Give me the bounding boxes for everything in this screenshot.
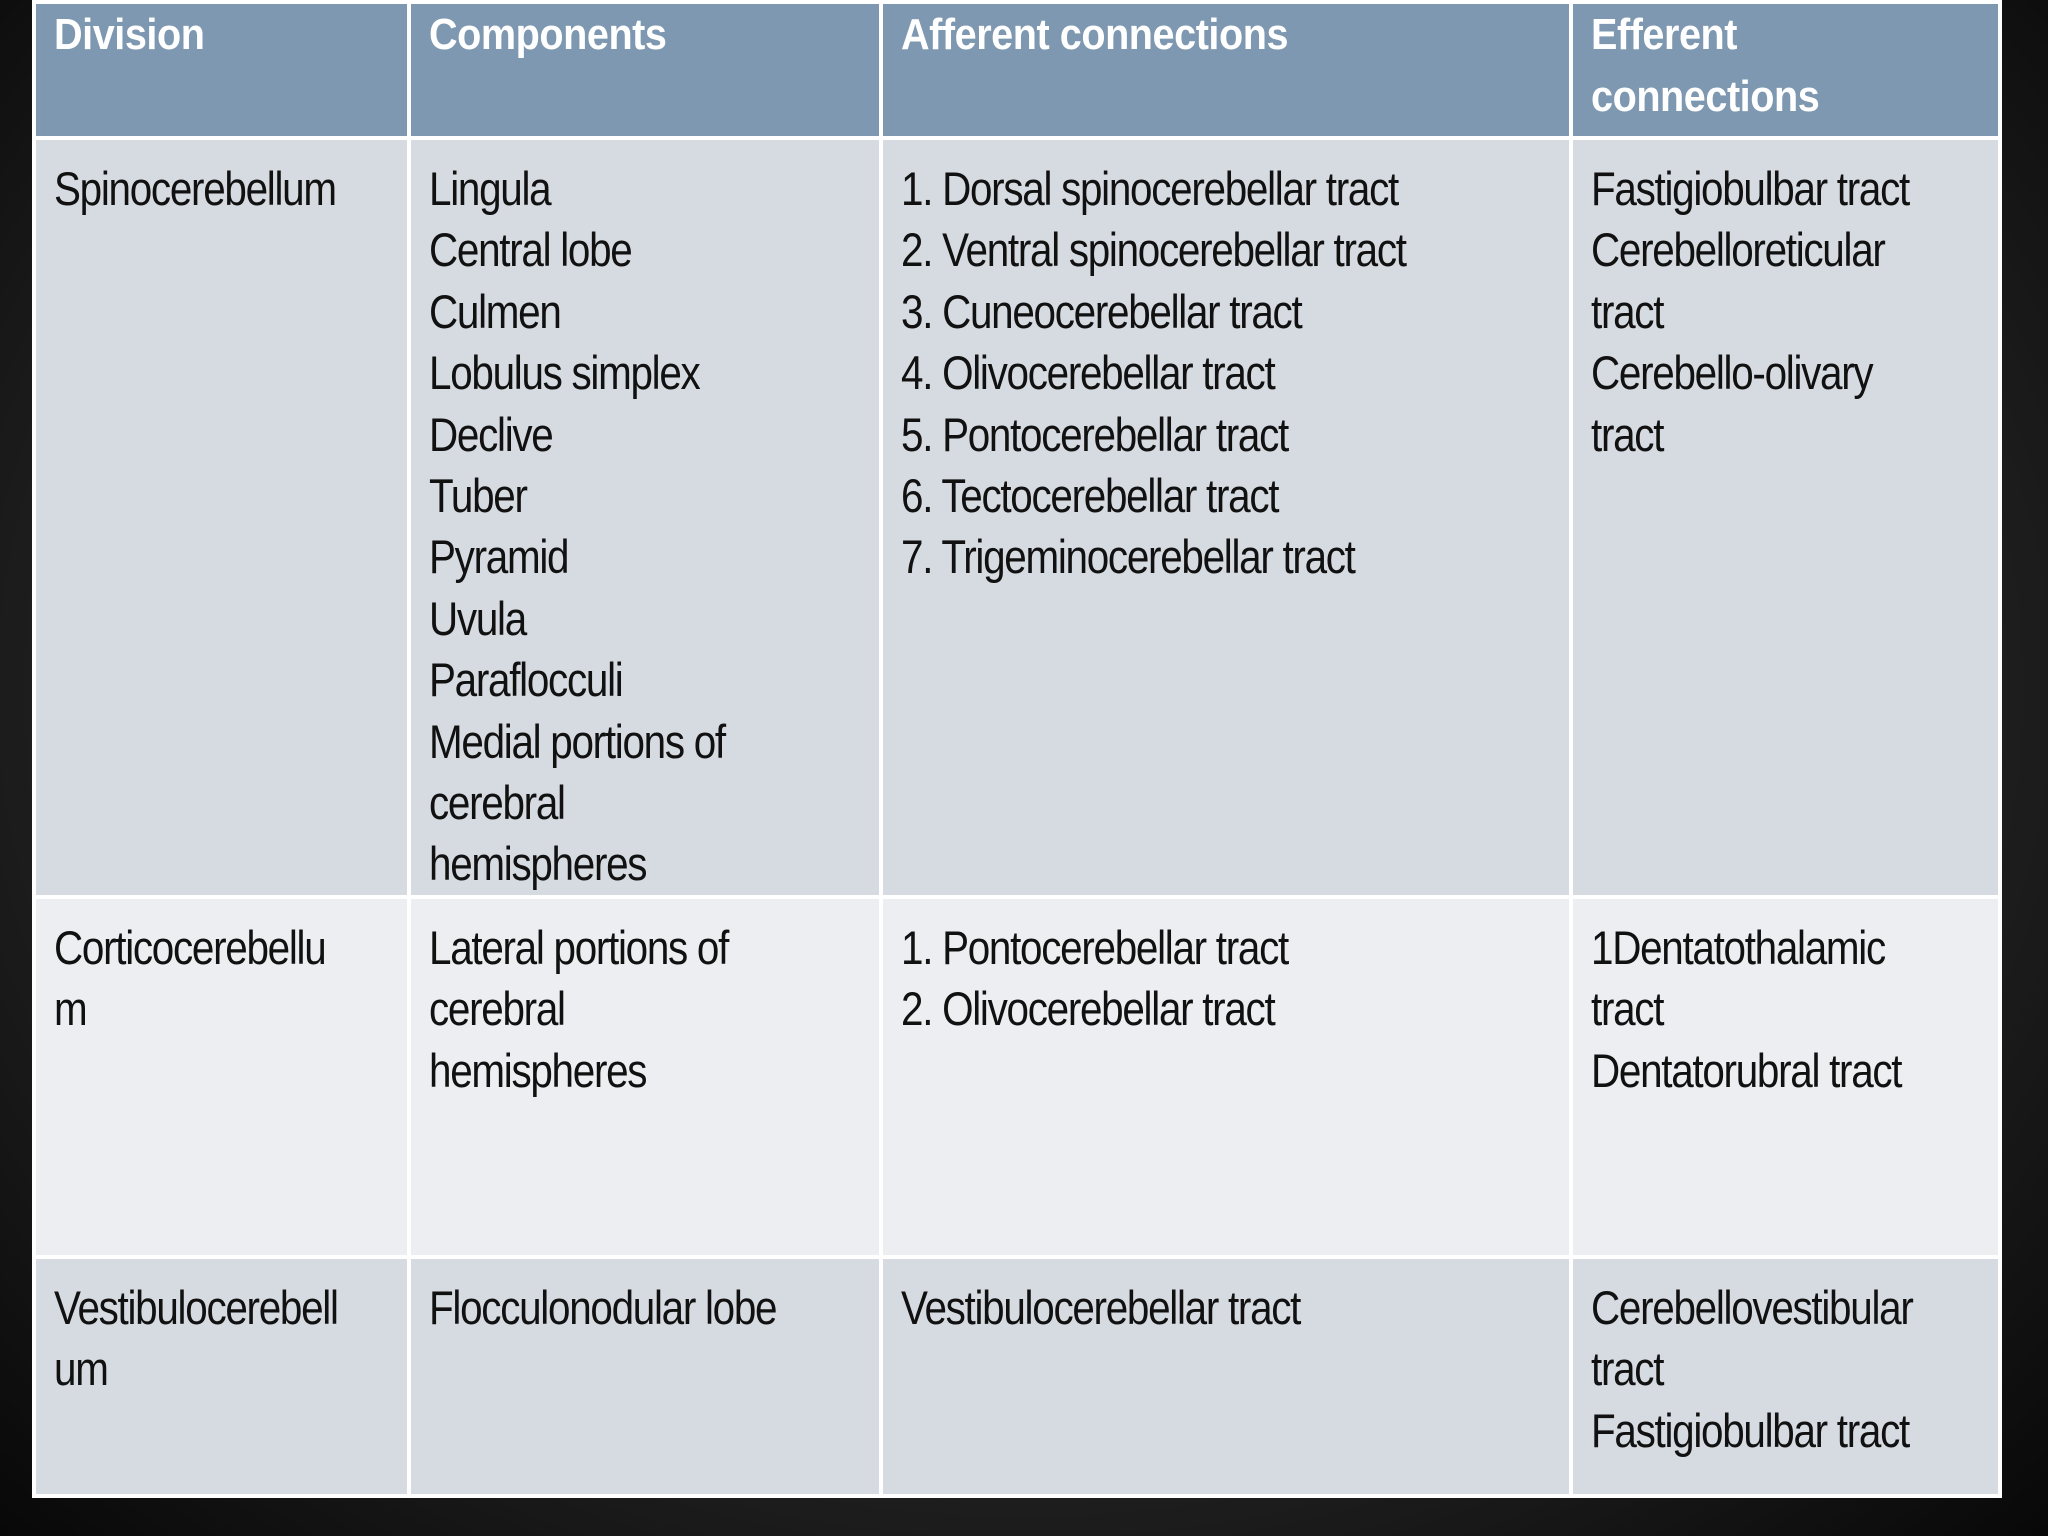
cell-text-line: Pyramid	[429, 530, 569, 584]
header-efferent-connections: Efferent connections	[1571, 2, 2000, 138]
cell-text-line: Dentatorubral tract	[1591, 1043, 1902, 1097]
cell-text-line: 6. Tectocerebellar tract	[901, 469, 1279, 523]
header-afferent-connections: Afferent connections	[881, 2, 1571, 138]
cerebellum-divisions-table	[32, 0, 2002, 1498]
table-row	[34, 897, 2000, 1257]
cell-text-line: Fastigiobulbar tract	[1591, 162, 1909, 215]
cell-text-line: 3. Cuneocerebellar tract	[901, 284, 1302, 338]
cell-text-line: hemispheres	[429, 837, 647, 891]
cell-text-line: 1Dentatothalamic	[1591, 920, 1885, 974]
cell-text-line: Lingula	[429, 162, 551, 215]
cell-efferent	[1571, 897, 2000, 1257]
cell-text-line: cerebral	[429, 982, 565, 1036]
cell-division	[34, 1257, 409, 1496]
cell-components	[409, 1257, 881, 1496]
cell-text-line: Paraflocculi	[429, 653, 623, 707]
cell-text-line: tract	[1591, 407, 1664, 461]
header-components: Components	[409, 2, 881, 138]
cell-text-line: Tuber	[429, 469, 527, 523]
cell-text-line: 2. Ventral spinocerebellar tract	[901, 223, 1406, 277]
cell-afferent	[881, 138, 1571, 897]
cell-text-line: Lobulus simplex	[429, 346, 700, 400]
cell-text-line: Fastigiobulbar tract	[1591, 1403, 1909, 1457]
cell-text-line: Cerebellovestibular	[1591, 1280, 1913, 1334]
cell-text-line: tract	[1591, 1342, 1664, 1396]
header-row	[34, 2, 2000, 138]
cell-text-line: Vestibulocerebell	[54, 1280, 338, 1334]
cell-components	[409, 897, 881, 1257]
cell-afferent	[881, 1257, 1571, 1496]
table-header	[34, 2, 2000, 138]
cell-text-line: Declive	[429, 407, 553, 461]
cell-efferent	[1571, 138, 2000, 897]
table-row	[34, 138, 2000, 897]
cell-text-line: Spinocerebellum	[54, 162, 336, 215]
cell-division	[34, 138, 409, 897]
cell-components	[409, 138, 881, 897]
cell-text-line: 2. Olivocerebellar tract	[901, 982, 1275, 1036]
cell-division	[34, 897, 409, 1257]
cell-text-line: Cerebello-olivary	[1591, 346, 1873, 400]
cell-text-line: Central lobe	[429, 223, 632, 277]
cell-text-line: tract	[1591, 982, 1664, 1036]
cell-text-line: Cerebelloreticular	[1591, 223, 1885, 277]
cell-text-line: cerebral	[429, 776, 565, 830]
cell-text-line: m	[54, 982, 87, 1036]
cell-text-line: 1. Pontocerebellar tract	[901, 920, 1288, 974]
table-row	[34, 1257, 2000, 1496]
cell-afferent	[881, 897, 1571, 1257]
cell-text-line: 7. Trigeminocerebellar tract	[901, 530, 1355, 584]
cell-text-line: Culmen	[429, 284, 561, 338]
cell-text-line: Flocculonodular lobe	[429, 1280, 777, 1334]
cell-text-line: Lateral portions of	[429, 920, 729, 974]
cell-text-line: um	[54, 1342, 108, 1396]
cell-text-line: Uvula	[429, 591, 526, 645]
cell-text-line: Medial portions of	[429, 714, 725, 768]
cell-text-line: 4. Olivocerebellar tract	[901, 346, 1275, 400]
cell-text-line: Corticocerebellu	[54, 920, 326, 974]
cell-text-line: hemispheres	[429, 1043, 647, 1097]
cell-efferent	[1571, 1257, 2000, 1496]
header-division: Division	[34, 2, 409, 138]
cell-text-line: 5. Pontocerebellar tract	[901, 407, 1288, 461]
cell-text-line: Vestibulocerebellar tract	[901, 1280, 1301, 1334]
cell-text-line: tract	[1591, 284, 1664, 338]
cell-text-line: 1. Dorsal spinocerebellar tract	[901, 162, 1398, 215]
